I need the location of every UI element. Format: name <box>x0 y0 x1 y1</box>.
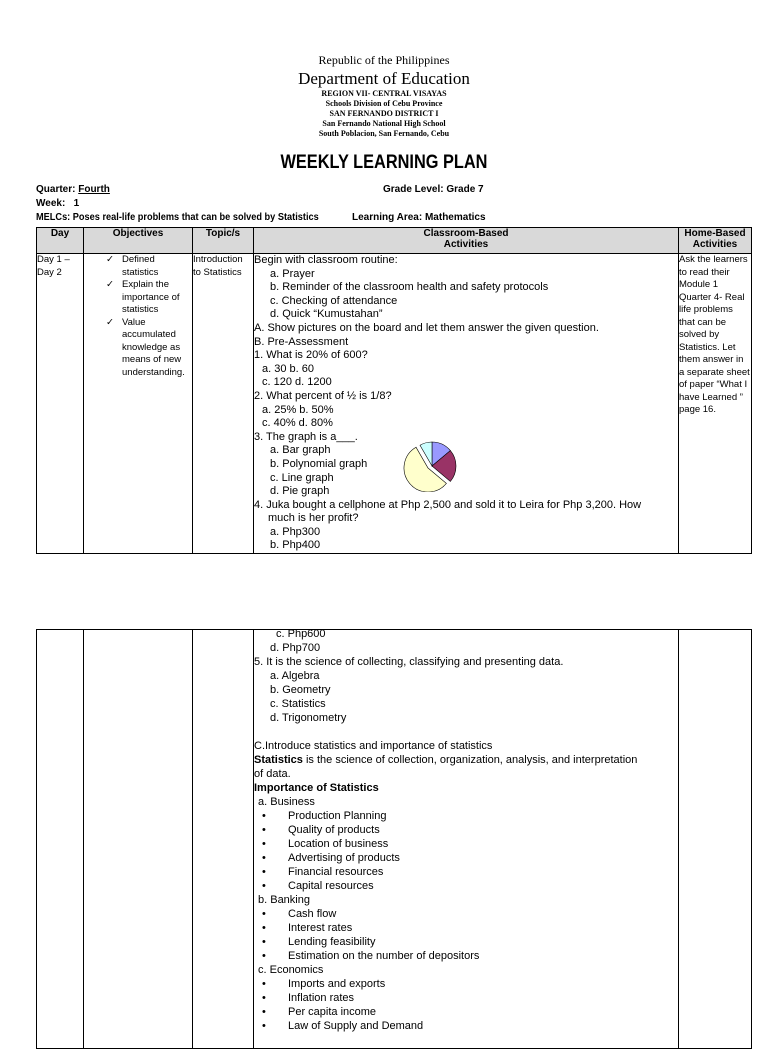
home-based-cell: Ask the learners to read their Module 1 Quarter 4- Real life problems that can be solved by Statistics. Let them answer in a separate sheet of paper “What I have Learned ” page 16. <box>679 254 752 554</box>
col-home <box>679 228 752 254</box>
activity-line: b. Banking <box>258 894 310 906</box>
activity-line: C.Introduce statistics and importance of statistics <box>254 740 493 752</box>
division-text: Schools Division of Cebu Province <box>325 99 443 108</box>
bullet-item: • Imports and exports <box>254 977 678 991</box>
statistics-bold: Statistics <box>254 754 303 766</box>
department-text: Department of Education <box>298 69 470 88</box>
activity-line: d. Php700 <box>270 642 321 654</box>
activity-line: 1. What is 20% of 600? <box>254 349 368 362</box>
activity-line: a. Prayer <box>270 267 315 280</box>
statistics-definition <box>254 753 678 767</box>
bullet-item: • Inflation rates <box>254 991 678 1005</box>
pie-graph-picture <box>402 436 458 492</box>
home-header-line1: Home-Based <box>684 228 746 239</box>
school-text: San Fernando National High School <box>322 119 446 128</box>
classroom-header-line1: Classroom-Based <box>423 228 509 239</box>
activity-line: a. 25% b. 50% <box>262 403 334 416</box>
activity-line: b. Php400 <box>270 539 321 552</box>
statistics-definition-text: is the science of collection, organization, analysis, and interpretation <box>302 754 638 766</box>
page-title: WEEKLY LEARNING PLAN <box>280 152 488 173</box>
activity-line: 4. Juka bought a cellphone at Php 2,500 and sold it to Leira for Php 3,200. How <box>254 498 642 511</box>
objective-item <box>84 317 192 380</box>
home-header-line2: Activities <box>692 239 738 250</box>
objectives-cell <box>84 254 193 554</box>
col-classroom <box>254 228 679 254</box>
classroom-header-line2: Activities <box>443 239 489 250</box>
objective-item <box>84 254 192 279</box>
activity-line: a. Algebra <box>270 670 320 682</box>
quarter-value: Fourth <box>78 184 110 195</box>
bullet-item: • Production Planning <box>254 809 678 823</box>
activity-line: 3. The graph is a___. <box>254 430 358 443</box>
week-value: 1 <box>73 198 80 209</box>
activity-line: c. Economics <box>258 964 324 976</box>
spacer <box>254 725 678 739</box>
bullet-item: • Capital resources <box>254 879 678 893</box>
region-text: REGION VII- CENTRAL VISAYAS <box>321 89 447 98</box>
table-row <box>37 254 752 554</box>
classroom-activities-cell <box>254 254 679 554</box>
activity-line: c. Php600 <box>276 628 326 640</box>
check-icon: ✓ <box>106 316 114 328</box>
plan-table-page1 <box>36 227 752 554</box>
activity-line: a. 30 b. 60 <box>262 362 314 375</box>
col-objectives: Objectives <box>84 228 193 254</box>
classroom-activities-cell <box>254 630 679 1049</box>
bullet-item: • Cash flow <box>254 907 678 921</box>
topic-cell: Introduction to Statistics <box>193 254 254 554</box>
learning-area: Learning Area: Mathematics <box>352 212 486 223</box>
week-meta <box>36 198 79 209</box>
importance-heading: Importance of Statistics <box>254 782 379 794</box>
bullet-item: • Interest rates <box>254 921 678 935</box>
check-icon: ✓ <box>106 254 114 265</box>
objective-item <box>84 279 192 317</box>
check-icon: ✓ <box>106 279 114 290</box>
bullet-item: • Lending feasibility <box>254 935 678 949</box>
week-label: Week: <box>36 198 66 209</box>
grade-level: Grade Level: Grade 7 <box>383 184 484 195</box>
objective-text: Value accumulated knowledge as means of new understanding. <box>122 316 185 378</box>
activity-line: b. Polynomial graph <box>270 457 368 470</box>
melcs-text: MELCs: Poses real-life problems that can be solved by Statistics <box>36 212 319 223</box>
activity-line: c. 120 d. 1200 <box>262 376 332 389</box>
activity-line: Begin with classroom routine: <box>254 254 398 266</box>
bullet-item: • Quality of products <box>254 823 678 837</box>
activity-line: c. Statistics <box>270 698 326 710</box>
objectives-cell <box>84 630 193 1049</box>
day-cell <box>37 630 84 1049</box>
activity-line: b. Reminder of the classroom health and safety protocols <box>270 281 549 294</box>
activity-line: d. Quick “Kumustahan” <box>270 308 383 321</box>
address-text: South Poblacion, San Fernando, Cebu <box>318 129 450 138</box>
activity-line: 2. What percent of ½ is 1/8? <box>254 389 392 402</box>
quarter-meta <box>36 184 110 195</box>
activity-line: c. Line graph <box>270 471 334 484</box>
activity-line: of data. <box>254 768 291 780</box>
col-topics: Topic/s <box>193 228 254 254</box>
bullet-item: • Financial resources <box>254 865 678 879</box>
activity-line: B. Pre-Assessment <box>254 335 349 348</box>
document-header <box>0 53 768 139</box>
activity-line: A. Show pictures on the board and let them answer the given question. <box>254 321 599 334</box>
activity-line: a. Business <box>258 796 315 808</box>
table-header-row <box>37 228 752 254</box>
bullet-item: • Estimation on the number of depositors <box>254 949 678 963</box>
activity-line: c. Checking of attendance <box>270 294 398 307</box>
bullet-item: • Per capita income <box>254 1005 678 1019</box>
objective-text: Explain the importance of statistics <box>122 279 180 315</box>
topic-cell <box>193 630 254 1049</box>
activity-line: d. Pie graph <box>270 485 330 498</box>
day-cell: Day 1 – Day 2 <box>37 254 84 554</box>
activity-line: b. Geometry <box>270 684 331 696</box>
district-text: SAN FERNANDO DISTRICT I <box>329 109 439 118</box>
activity-line: much is her profit? <box>268 512 359 525</box>
bullet-item: • Location of business <box>254 837 678 851</box>
republic-text: Republic of the Philippines <box>318 53 450 67</box>
bullet-item: • Advertising of products <box>254 851 678 865</box>
objective-text: Defined statistics <box>122 254 159 278</box>
home-based-cell <box>679 630 752 1049</box>
activity-line: a. Php300 <box>270 525 321 538</box>
activity-line: d. Trigonometry <box>270 712 347 724</box>
table-row <box>37 630 752 1049</box>
bullet-item: • Law of Supply and Demand <box>254 1019 678 1033</box>
col-day: Day <box>37 228 84 254</box>
plan-table-page2 <box>36 629 752 1049</box>
activity-line: a. Bar graph <box>270 444 331 457</box>
activity-line: c. 40% d. 80% <box>262 417 333 430</box>
activity-line: 5. It is the science of collecting, classifying and presenting data. <box>254 656 564 668</box>
quarter-label: Quarter: <box>36 184 76 195</box>
